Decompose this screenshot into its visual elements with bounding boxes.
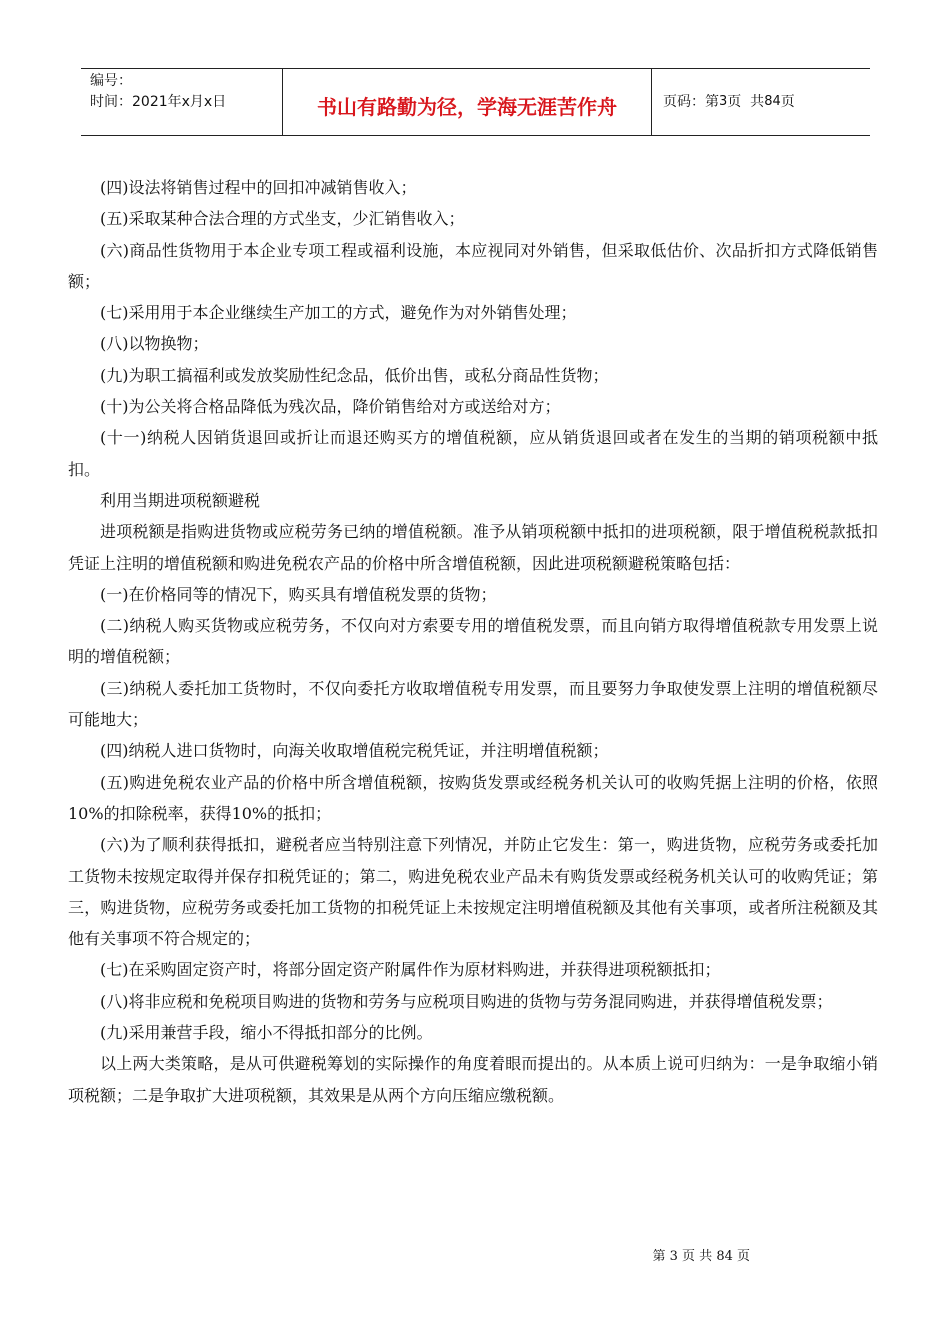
header-motto-cell (283, 69, 652, 135)
paragraph: (二)纳税人购买货物或应税劳务，不仅向对方索要专用的增值税发票，而且向销方取得增值税款专用发票上说明的增值税额； (68, 616, 878, 667)
header-meta-cell (81, 69, 283, 135)
paragraph: (四)设法将销售过程中的回扣冲减销售收入； (100, 178, 417, 197)
document-time-label: 时间：2021年x月x日 (90, 94, 227, 110)
paragraph: (九)采用兼营手段，缩小不得抵扣部分的比例。 (100, 1023, 433, 1043)
section-heading: 利用当期进项税额避税 (100, 490, 261, 510)
footer-page-number: 第 3 页 共 84 页 (652, 1249, 750, 1264)
page-prefix: 页码：第 (663, 94, 719, 110)
paragraph: (十)为公关将合格品降低为残次品，降价销售给对方或送给对方； (100, 397, 561, 417)
paragraph: (七)在采购固定资产时，将部分固定资产附属件作为原材料购进，并获得进项税额抵扣； (100, 960, 721, 980)
paragraph: (十一)纳税人因销货退回或折让而退还购买方的增值税额，应从销货退回或者在发生的当期的销项税额中抵扣。 (68, 428, 878, 479)
page-current: 3 (719, 93, 728, 109)
page-suffix: 页 (780, 94, 795, 110)
header-motto: 书山有路勤为径，学海无涯苦作舟 (317, 94, 617, 119)
paragraph: (四)纳税人进口货物时，向海关收取增值税完税凭证，并注明增值税额； (100, 741, 609, 761)
paragraph: (八)将非应税和免税项目购进的货物和劳务与应税项目购进的货物与劳务混同购进，并获得增值税发票； (100, 991, 833, 1011)
paragraph: 进项税额是指购进货物或应税劳务已纳的增值税额。准予从销项税额中抵扣的进项税额，限于增值税税款抵扣凭证上注明的增值税额和购进免税农产品的价格中所含增值税额，因此进项税额避税策略包括： (68, 522, 878, 573)
paragraph: (九)为职工搞福利或发放奖励性纪念品，低价出售，或私分商品性货物； (100, 365, 609, 385)
paragraph: (一)在价格同等的情况下，购买具有增值税发票的货物； (100, 584, 497, 604)
paragraph: (五)购进免税农业产品的价格中所含增值税额，按购货发票或经税务机关认可的收购凭据上注明的价格，依照10%的扣除税率，获得10%的抵扣； (68, 772, 878, 823)
paragraph: (七)采用用于本企业继续生产加工的方式，避免作为对外销售处理； (100, 303, 577, 323)
header-page-cell (652, 69, 870, 135)
page-mid: 页 共 (727, 94, 765, 110)
paragraph: 以上两大类策略，是从可供避税筹划的实际操作的角度着眼而提出的。从本质上说可归纳为：一是争取缩小销项税额；二是争取扩大进项税额，其效果是从两个方向压缩应缴税额。 (68, 1054, 878, 1105)
paragraph: (八)以物换物； (100, 334, 209, 354)
page-total: 84 (764, 93, 781, 109)
paragraph: (五)采取某种合法合理的方式坐支，少汇销售收入； (100, 209, 465, 229)
document-number-label: 编号： (90, 73, 132, 89)
paragraph: (三)纳税人委托加工货物时，不仅向委托方收取增值税专用发票，而且要努力争取使发票上注明的增值税额尽可能地大； (68, 678, 878, 730)
paragraph: (六)为了顺利获得抵扣，避税者应当特别注意下列情况，并防止它发生：第一，购进货物，应税劳务或委托加工货物未按规定取得并保存扣税凭证的；第二，购进免税农业产品未有购货发票或经税务机关认可的收购凭证；第三，购进货物，应税劳务或委托加工货物的扣税凭证上未按规定注明增值税额及其他有关事项，或者所注税额及其他有关事项不符合规定的； (68, 835, 878, 949)
paragraph: (六)商品性货物用于本企业专项工程或福利设施，本应视同对外销售，但采取低估价、次品折扣方式降低销售额； (68, 240, 878, 291)
document-body (68, 172, 878, 1111)
page-header (81, 68, 870, 136)
